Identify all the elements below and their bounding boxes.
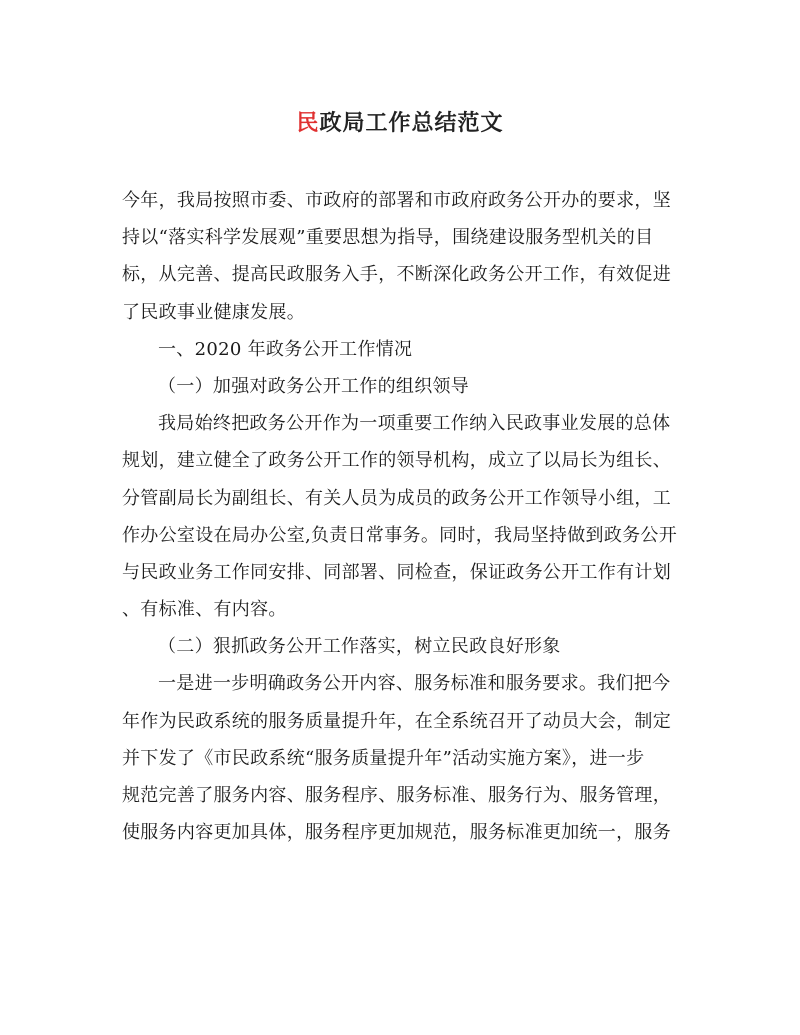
paragraph-line: 了民政事业健康发展。	[122, 301, 305, 323]
paragraph-line: 今年，我局按照市委、市政府的部署和市政府政务公开办的要求，坚	[122, 190, 671, 211]
paragraph-line: 分管副局长为副组长、有关人员为成员的政务公开工作领导小组，工	[122, 487, 671, 509]
paragraph-line: 标，从完善、提高民政服务入手，不断深化政务公开工作，有效促进	[122, 264, 671, 286]
title-accent-char: 民	[296, 111, 320, 136]
paragraph-line: 年作为民政系统的服务质量提升年，在全系统召开了动员大会，制定	[122, 710, 671, 732]
paragraph-line: 我局始终把政务公开作为一项重要工作纳入民政事业发展的总体	[158, 413, 671, 435]
section-heading: 一、2020 年政务公开工作情况	[158, 338, 413, 360]
paragraph-line: 使服务内容更加具体，服务程序更加规范，服务标准更加统一，服务	[122, 822, 671, 844]
paragraph-line: 规范完善了服务内容、服务程序、服务标准、服务行为、服务管理，	[122, 785, 671, 806]
document-body	[122, 182, 678, 851]
paragraph-line: 规划，建立健全了政务公开工作的领导机构，成立了以局长为组长、	[122, 450, 671, 472]
paragraph-line: 与民政业务工作同安排、同部署、同检查，保证政务公开工作有计划	[122, 561, 671, 583]
paragraph-line: 、有标准、有内容。	[122, 599, 287, 621]
subsection-heading: （一）加强对政务公开工作的组织领导	[158, 375, 470, 397]
document-title	[0, 108, 800, 140]
paragraph-line: 并下发了《市民政系统“服务质量提升年”活动实施方案》，进一步	[122, 747, 645, 769]
subsection-heading: （二）狠抓政务公开工作落实，树立民政良好形象	[158, 636, 561, 658]
paragraph-line: 持以“落实科学发展观”重要思想为指导，围绕建设服务型机关的目	[122, 227, 654, 249]
paragraph-line: 作办公室设在局办公室,负责日常事务。同时，我局坚持做到政务公开	[122, 524, 678, 546]
paragraph-line: 一是进一步明确政务公开内容、服务标准和服务要求。我们把今	[158, 673, 671, 695]
title-text: 政局工作总结范文	[319, 111, 504, 136]
